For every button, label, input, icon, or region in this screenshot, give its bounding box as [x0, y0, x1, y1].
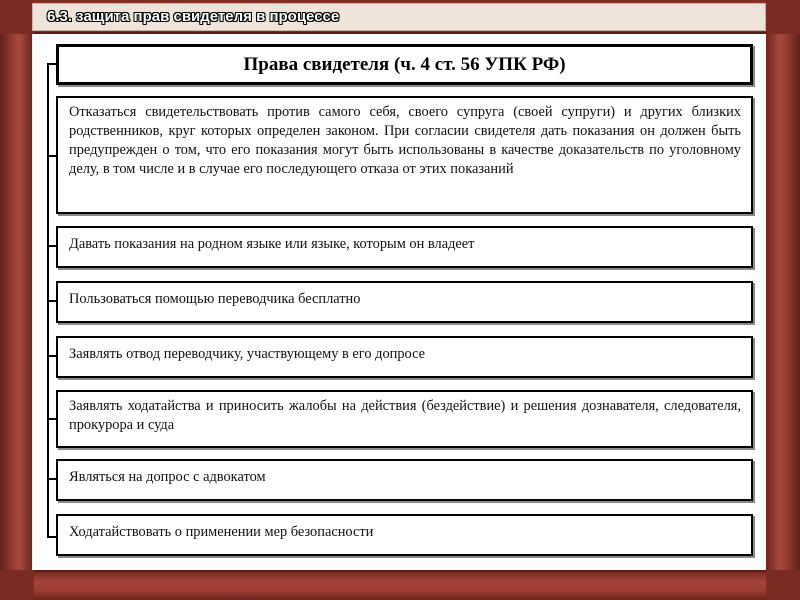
right-box-native-language [56, 226, 753, 268]
slide-title: 6.3. защита прав свидетеля в процессе [47, 8, 340, 25]
right-box-challenge-interpreter [56, 336, 753, 378]
frame-corner [766, 0, 800, 34]
frame-right [766, 0, 800, 600]
frame-bottom [0, 570, 800, 600]
frame-corner [766, 570, 800, 600]
right-text: Ходатайствовать о применении мер безопасности [69, 524, 374, 540]
right-box-security-measures [56, 514, 753, 556]
right-text: Являться на допрос с адвокатом [69, 469, 266, 485]
right-text: Заявлять отвод переводчику, участвующему в его допросе [69, 346, 426, 362]
right-text: Заявлять ходатайства и приносить жалобы на действия (бездействие) и решения дознавателя, следователя, прокурора и суда [69, 398, 741, 433]
right-box-interpreter [56, 281, 753, 323]
frame-corner [0, 570, 34, 600]
right-text: Отказаться свидетельствовать против самого себя, своего супруга (своей супруги) и других близких родственников, круг которых определен законом. При согласии свидетеля дать показания он должен быть предупрежден о том, что его показания могут быть использованы в качестве доказательств по уголовному делу, в том числе и в случае его последующего отказа от этих показаний [69, 104, 741, 177]
frame-corner [0, 0, 34, 34]
right-box-petitions-complaints [56, 390, 753, 448]
right-text: Давать показания на родном языке или языке, которым он владеет [69, 236, 475, 252]
right-text: Пользоваться помощью переводчика бесплатно [69, 291, 361, 307]
right-box-refuse-testimony [56, 96, 753, 214]
right-box-attorney [56, 459, 753, 501]
title-bar [32, 3, 766, 31]
diagram-header: Права свидетеля (ч. 4 ст. 56 УПК РФ) [56, 44, 753, 85]
frame-left [0, 0, 32, 600]
